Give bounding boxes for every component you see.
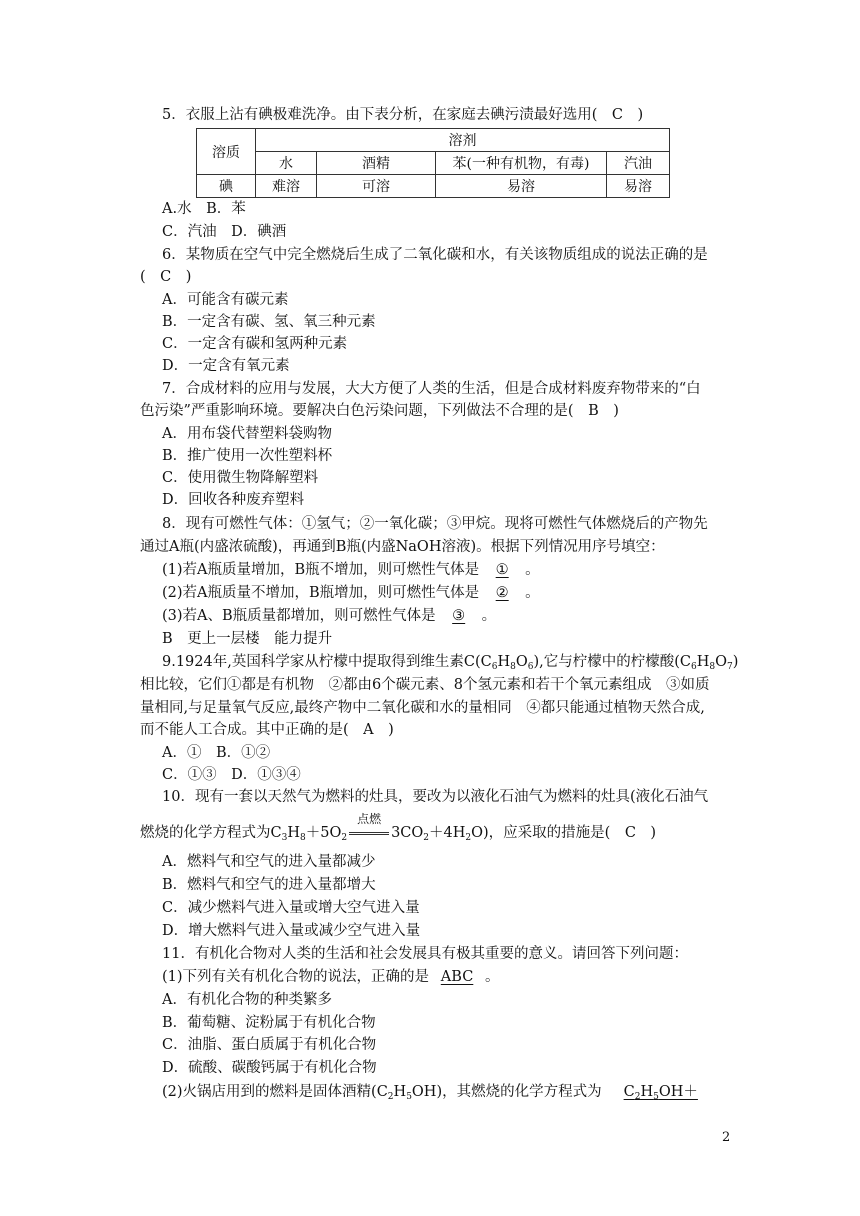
q10-equation-line — [140, 812, 657, 848]
sub-2d: 2 — [387, 1092, 394, 1102]
q10-option-c: C．减少燃料气进入量或增大空气进入量 — [162, 900, 420, 916]
sub-2b: 2 — [423, 833, 430, 843]
sub-6b: 6 — [527, 662, 534, 672]
q6-option-c: C．一定含有碳和氢两种元素 — [162, 336, 348, 352]
q11-sub1-end: 。 — [485, 969, 500, 985]
q11-sub1 — [162, 967, 500, 987]
q9-stem-line2: 相比较，它们①都是有机物 ②都由6个碳元素、8个氢元素和若干个氧元素组成 ③如质 — [140, 677, 710, 693]
q9-options-cd: C．①③ D．①③④ — [162, 767, 301, 783]
q8-sub2-text: (2)若A瓶质量不增加，B瓶增加，则可燃性气体是 — [162, 585, 480, 601]
q11-option-c: C．油脂、蛋白质属于有机化合物 — [162, 1037, 377, 1053]
q11-option-b: B．葡萄糖、淀粉属于有机化合物 — [162, 1015, 376, 1031]
q8-sub1-text: (1)若A瓶质量增加，B瓶不增加，则可燃性气体是 — [162, 562, 480, 578]
q5-options-ab: A.水 B．苯 — [162, 201, 246, 217]
q9-text-d: ),它与柠檬中的柠檬酸(C — [533, 654, 691, 670]
q7-stem-line1: 7．合成材料的应用与发展，大大方便了人类的生活，但是合成材料废弃物带来的“白 — [162, 381, 701, 397]
cell-gasoline: 易溶 — [607, 175, 670, 198]
ignition-condition: 点燃 — [357, 812, 382, 826]
sub-8b: 8 — [709, 662, 716, 672]
q9-stem-line3: 量相同,与足量氧气反应,最终产物中二氧化碳和水的量相同 ④都只能通过植物天然合成, — [140, 700, 705, 716]
sub-8: 8 — [510, 662, 516, 672]
sub-6c: 6 — [690, 662, 697, 672]
q9-stem-line4: 而不能人工合成。其中正确的是( A ) — [140, 722, 394, 738]
q10-eq-post: O)，应采取的措施是( C ) — [471, 825, 657, 841]
solvent-alcohol: 酒精 — [317, 152, 436, 175]
q11-sub2 — [162, 1082, 698, 1107]
cell-water: 难溶 — [256, 175, 317, 198]
solvent-benzene: 苯(一种有机物，有毒) — [436, 152, 607, 175]
q7-option-c: C．使用微生物降解塑料 — [162, 470, 319, 486]
sub-8c: 8 — [299, 833, 306, 843]
sub-5b: 5 — [653, 1092, 659, 1102]
sub-2: 2 — [341, 833, 348, 843]
q8-answer-1: ① — [495, 562, 509, 578]
q8-sub2-end: 。 — [525, 585, 540, 601]
q6-option-a: A．可能含有碳元素 — [162, 292, 289, 308]
q11-sub2-c: OH)，其燃烧的化学方程式为 — [411, 1084, 602, 1100]
sub-6: 6 — [491, 662, 498, 672]
q9-text-g: ) — [732, 654, 739, 670]
q5-stem: 5．衣服上沾有碘极难洗净。由下表分析，在家庭去碘污渍最好选用( C ) — [162, 107, 644, 123]
solvent-gasoline: 汽油 — [607, 152, 670, 175]
q8-answer-3: ③ — [452, 608, 466, 624]
q8-sub2 — [162, 583, 540, 603]
q10-eq-o2: ＋5O — [305, 825, 342, 841]
q11-sub2-b: H — [393, 1084, 407, 1100]
q10-option-b: B．燃料气和空气的进入量都增大 — [162, 877, 376, 893]
solvent-header: 溶剂 — [256, 129, 670, 152]
q10-eq-pre: 燃烧的化学方程式为C — [140, 825, 282, 841]
q11-answer-2 — [624, 1082, 698, 1107]
q8-sub1-end: 。 — [525, 562, 540, 578]
q11-option-a: A．有机化合物的种类繁多 — [162, 992, 332, 1008]
cell-alcohol: 可溶 — [317, 175, 436, 198]
q6-option-b: B．一定含有碳、氢、氧三种元素 — [162, 314, 376, 330]
q6-option-d: D．一定含有氧元素 — [162, 358, 290, 374]
cell-benzene: 易溶 — [436, 175, 607, 198]
q7-option-a: A．用布袋代替塑料袋购物 — [162, 426, 332, 442]
solute-header: 溶质 — [197, 129, 256, 175]
sub-2c: 2 — [465, 833, 472, 843]
q11-answer-1: ABC — [440, 969, 474, 985]
sub-3: 3 — [281, 833, 288, 843]
q10-eq-co2: 3CO — [391, 825, 424, 841]
q10-eq-h: H — [287, 825, 300, 841]
q8-sub1 — [162, 560, 540, 580]
section-b-heading: B 更上一层楼 能力提升 — [162, 631, 333, 647]
q8-sub3-end: 。 — [481, 608, 497, 624]
q5-options-cd: C．汽油 D．碘酒 — [162, 224, 287, 240]
solvent-water: 水 — [256, 152, 317, 175]
q7-option-b: B．推广使用一次性塑料杯 — [162, 448, 333, 464]
q9-text-b: H — [497, 654, 511, 670]
sub-2e: 2 — [634, 1092, 641, 1102]
q8-stem-line1: 8．现有可燃性气体：①氢气；②一氧化碳；③甲烷。现将可燃性气体燃烧后的产物先 — [162, 516, 708, 532]
q9-options-ab: A．① B．①② — [162, 745, 271, 761]
sub-5: 5 — [406, 1092, 412, 1102]
q9-text-e: H — [696, 654, 710, 670]
q9-text-c: O — [515, 654, 528, 670]
equals-bar — [349, 832, 389, 835]
q7-stem-line2: 色污染”严重影响环境。要解决白色污染问题，下列做法不合理的是( B ) — [140, 403, 619, 419]
solubility-table — [196, 128, 670, 198]
sub-7: 7 — [727, 662, 733, 672]
q7-option-d: D．回收各种废弃塑料 — [162, 492, 305, 508]
q9-stem-line1 — [162, 652, 738, 677]
q10-stem-line1: 10．现有一套以天然气为燃料的灶具，要改为以液化石油气为燃料的灶具(液化石油气 — [162, 789, 709, 805]
q11-sub1-text: (1)下列有关有机化合物的说法，正确的是 — [162, 969, 430, 985]
q9-text-f: O — [715, 654, 727, 670]
q8-sub3-text: (3)若A、B瓶质量都增加，则可燃性气体是 — [162, 608, 436, 624]
q6-stem-line1: 6．某物质在空气中完全燃烧后生成了二氧化碳和水，有关该物质组成的说法正确的是 — [162, 247, 708, 263]
q11-ans2-a: C — [623, 1084, 635, 1100]
q10-eq-h2o: ＋4H — [429, 825, 466, 841]
q11-ans2-c: OH＋ — [658, 1084, 698, 1100]
q11-option-d: D．硫酸、碳酸钙属于有机化合物 — [162, 1060, 377, 1076]
reaction-condition — [347, 812, 391, 843]
solute-iodine: 碘 — [197, 175, 256, 198]
q8-stem-line2: 通过A瓶(内盛浓硫酸)，再通到B瓶(内盛NaOH溶液)。根据下列情况用序号填空： — [140, 539, 665, 555]
page-number: 2 — [722, 1130, 731, 1145]
q10-option-d: D．增大燃料气进入量或减少空气进入量 — [162, 923, 421, 939]
q11-ans2-b: H — [640, 1084, 654, 1100]
q8-sub3 — [162, 606, 496, 626]
q6-stem-line2: ( C ) — [140, 269, 192, 285]
q11-stem: 11．有机化合物对人类的生活和社会发展具有极其重要的意义。请回答下列问题： — [162, 946, 688, 962]
q10-option-a: A．燃料气和空气的进入量都减少 — [162, 854, 376, 870]
q8-answer-2: ② — [495, 585, 509, 601]
q9-text-a: 9.1924年,英国科学家从柠檬中提取得到维生素C(C — [162, 654, 492, 670]
q11-sub2-a: (2)火锅店用到的燃料是固体酒精(C — [162, 1084, 388, 1100]
